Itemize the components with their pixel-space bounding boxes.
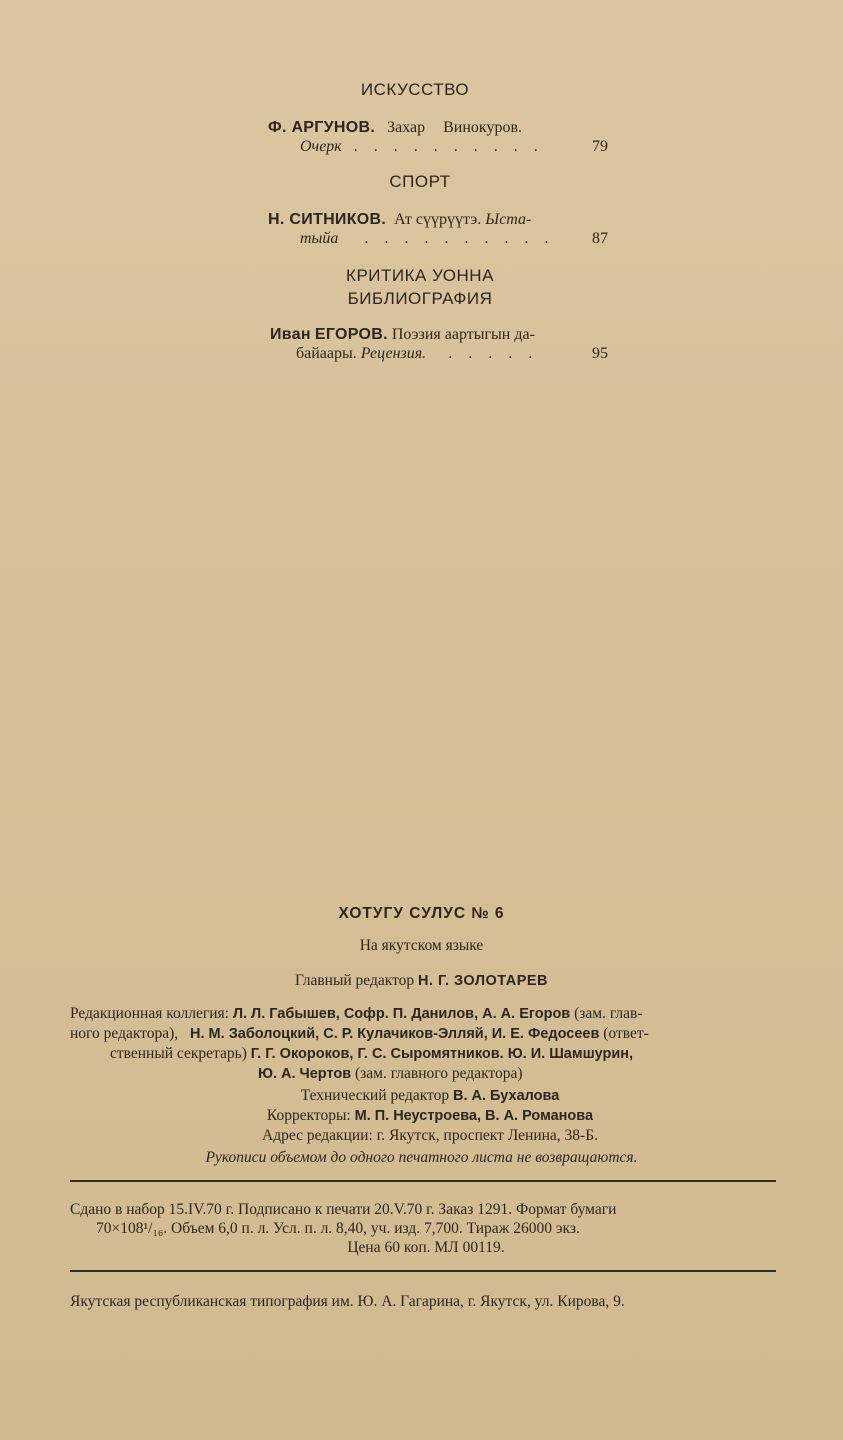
toc-author-first: Иван [270, 326, 311, 343]
toc-entry-critique [270, 325, 608, 365]
correctors-names: М. П. Неустроева, В. А. Романова [354, 1108, 594, 1124]
print-line: Цена 60 коп. МЛ 00119. [347, 1239, 505, 1256]
tech-editor-label: Технический редактор [300, 1087, 450, 1104]
language-note: На якутском языке [359, 937, 484, 954]
toc-entry-art [268, 118, 608, 158]
board-text: ственный секретарь) [110, 1045, 247, 1062]
board-names: Г. Г. Окороков, Г. С. Сыромятников. Ю. И. Шамшурин, [250, 1046, 634, 1062]
board-names: Л. Л. Габышев, Софр. П. Данилов, А. А. Егоров [232, 1006, 571, 1022]
printer-line: Якутская республиканская типография им. Ю. А. Гагарина, г. Якутск, ул. Кирова, 9. [70, 1293, 625, 1310]
tech-editor-name: В. А. Бухалова [452, 1088, 560, 1104]
toc-author-last: ЕГОРОВ. [314, 326, 388, 343]
heading-line: БИБЛИОГРАФИЯ [347, 289, 493, 308]
board-label: Редакционная коллегия: [70, 1005, 229, 1022]
section-heading-critique [290, 264, 550, 310]
section-heading-sport: СПОРТ [389, 172, 451, 191]
board-names: Н. М. Заболоцкий, С. Р. Кулачиков-Элляй, И. Е. Федосеев [190, 1026, 600, 1042]
editorial-board [70, 1004, 790, 1084]
toc-genre: Ыста- [485, 211, 532, 228]
toc-genre-cont: тыйа [300, 230, 339, 247]
print-line: Сдано в набор 15.IV.70 г. Подписано к печати 20.V.70 г. Заказ 1291. Формат бумаги [70, 1201, 617, 1218]
chief-editor-line [150, 971, 693, 991]
section-heading-art: ИСКУССТВО [360, 80, 470, 99]
toc-page-number: 87 [592, 230, 608, 247]
journal-title: ХОТУГУ СУЛУС № 6 [338, 905, 505, 922]
toc-page-number: 79 [592, 138, 608, 155]
toc-entry-sport [268, 210, 608, 250]
toc-title: Поэзия аартыгын да- [391, 326, 535, 343]
board-text: (зам. глав- [574, 1005, 643, 1022]
toc-leader-dots: . . . . . . . . . . [353, 138, 544, 155]
print-line: 70×108¹/₁₆. Объем 6,0 п. л. Усл. п. л. 8,40, уч. изд. 7,700. Тираж 26000 экз. [96, 1220, 580, 1237]
editorial-address: Адрес редакции: г. Якутск, проспект Ленина, 38-Б. [262, 1127, 598, 1144]
board-names: Ю. А. Чертов [258, 1066, 352, 1082]
toc-leader-dots: . . . . . [448, 345, 539, 362]
toc-genre: Очерк [300, 138, 342, 155]
print-details [70, 1200, 782, 1257]
board-text: (зам. главного редактора) [355, 1065, 523, 1082]
toc-title-cont: байаары. [296, 345, 357, 362]
toc-page-number: 95 [592, 345, 608, 362]
correctors-label: Корректоры: [266, 1107, 351, 1124]
board-text: (ответ- [603, 1025, 649, 1042]
toc-leader-dots: . . . . . . . . . . [364, 230, 555, 247]
chief-editor-name: Н. Г. ЗОЛОТАРЕВ [418, 973, 549, 989]
chief-editor-label: Главный редактор [294, 972, 415, 989]
toc-author: Ф. АРГУНОВ. [268, 119, 376, 136]
manuscripts-notice: Рукописи объемом до одного печатного листа не возвращаются. [205, 1149, 638, 1166]
divider [70, 1270, 776, 1272]
toc-title: Ат сүүрүүтэ. [394, 211, 482, 228]
heading-line: КРИТИКА УОННА [346, 266, 494, 285]
divider [70, 1180, 776, 1182]
toc-author: Н. СИТНИКОВ. [268, 211, 387, 228]
staff-block [200, 1086, 660, 1145]
toc-genre: Рецензия. [360, 345, 427, 362]
toc-title: Захар Винокуров. [387, 119, 523, 136]
board-text: ного редактора), [70, 1025, 179, 1042]
